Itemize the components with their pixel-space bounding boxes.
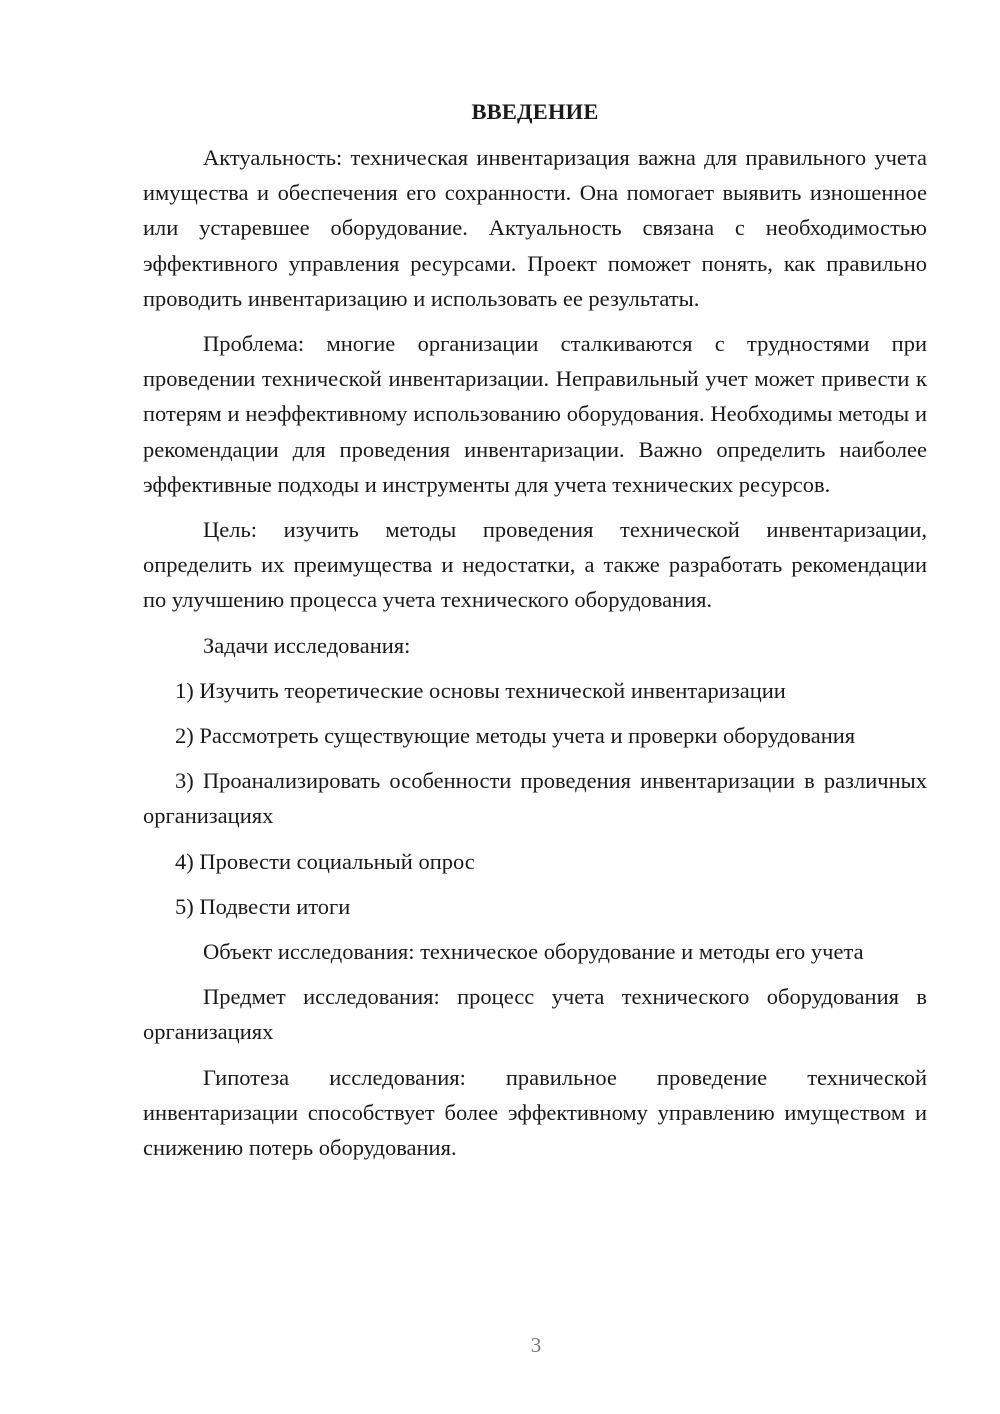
subject-paragraph: Предмет исследования: процесс учета технического оборудования в организациях bbox=[143, 984, 927, 1045]
page-content bbox=[143, 94, 927, 1175]
task-item-3: 3) Проанализировать особенности проведения инвентаризации в различных организациях bbox=[143, 768, 927, 829]
problem-paragraph: Проблема: многие организации сталкиваются с трудностями при проведении технической инвентаризации. Неправильный учет может привести к потерям и неэффективному использованию оборудования. Необходимы методы и рекомендации для проведения инвентаризации. Важно определить наиболее эффективные подходы и инструменты для учета технических ресурсов. bbox=[143, 331, 927, 497]
task-item-2: 2) Рассмотреть существующие методы учета и проверки оборудования bbox=[175, 723, 856, 749]
page-number: 3 bbox=[530, 1333, 542, 1357]
tasks-heading: Задачи исследования: bbox=[203, 632, 411, 658]
object-paragraph: Объект исследования: техническое оборудование и методы его учета bbox=[203, 939, 864, 965]
task-item-4: 4) Провести социальный опрос bbox=[175, 848, 475, 874]
task-item-1: 1) Изучить теоретические основы технической инвентаризации bbox=[175, 677, 786, 703]
hypothesis-paragraph: Гипотеза исследования: правильное проведение технической инвентаризации способствует более эффективному управлению имуществом и снижению потерь оборудования. bbox=[143, 1064, 927, 1161]
goal-paragraph: Цель: изучить методы проведения технической инвентаризации, определить их преимущества и недостатки, а также разработать рекомендации по улучшению процесса учета технического оборудования. bbox=[143, 517, 927, 613]
page-heading: ВВЕДЕНИЕ bbox=[471, 99, 599, 124]
relevance-paragraph: Актуальность: техническая инвентаризация важна для правильного учета имущества и обеспечения его сохранности. Она помогает выявить изношенное или устаревшее оборудование. Актуальность связана с необходимостью эффективного управления ресурсами. Проект поможет понять, как правильно проводить инвентаризацию и использовать ее результаты. bbox=[143, 145, 927, 311]
task-item-5: 5) Подвести итоги bbox=[175, 893, 351, 919]
